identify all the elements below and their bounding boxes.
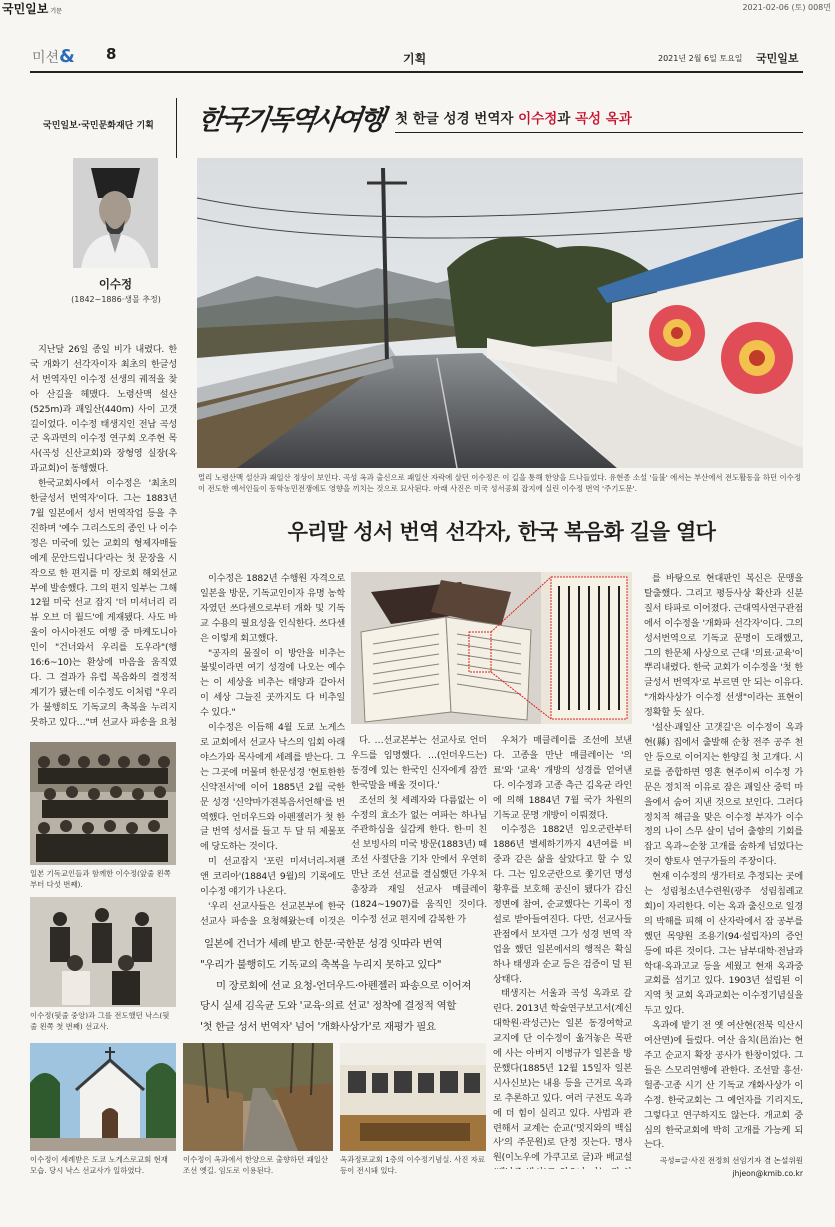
pullquote-line: "우리가 불행히도 기독교의 축복을 누리지 못하고 있다" bbox=[200, 958, 442, 971]
pullquote-line: 당시 실세 김옥균 도와 '교육·의료 선교' 정착에 결정적 역할 bbox=[200, 1000, 457, 1013]
body-col3 bbox=[351, 734, 487, 928]
series-logo: 한국기독역사여행 bbox=[195, 105, 385, 136]
church-photo-caption: 이수정이 세례받은 도쿄 노게스로교회 현재 모습. 당시 낙스 선교사가 일하였다. bbox=[30, 1155, 168, 1175]
series-divider bbox=[176, 98, 177, 158]
top-date: 2021-02-06 (토) 008면 bbox=[742, 3, 831, 12]
paragraph: 이수정은 1882년 수행원 자격으로 일본을 방문, 기독교인이자 유명 농학자였던 쓰다센으로부터 개화 및 기독교 수용의 필요성을 인식한다. 쓰다센은 이렇게 회고했다. bbox=[200, 573, 345, 644]
paragraph: 를 바탕으로 현대판인 복신은 문맹을 탈출했다. 그리고 평등사상 확산과 신분질서 타파로 이어졌다. 근대역사연구관점에서 이수정을 '개화파 선각자'이다. 그의 성서번역으로 기독교 문명이 도래했고, 그의 한문체 사상으로 근대 '의료·교육'이 뿌리내렸다. 한국 교회가 이수정을 '첫 한글성서 번역자'로 부르면 안 되는 이유다. "개화사상가 이수정 선생"이라는 표현이 정확할 듯 싶다. bbox=[644, 573, 803, 719]
portrait-years: (1842~1886·생몰 추정) bbox=[71, 295, 161, 304]
paper-name: 국민일보 bbox=[756, 52, 799, 65]
paragraph: 지난달 26일 종일 비가 내렸다. 한국 개화기 선각자이자 최초의 한글성서 번역자인 이수정 선생의 궤적을 찾아 산길을 헤맸다. 노령산맥 설산(525m)과 괘일산(440m) 사이 고갯길이었다. 이수정 태생지인 전남 곡성군 옥과면의 이수정 연구회 오주현 목사(곡성 신산교회)와 장형영 실장(옥과교회)이 동행했다. bbox=[30, 344, 177, 475]
paragraph: 태생지는 서울과 곡성 옥과로 갈린다. 2013년 학술연구보고서(계신대학원·곽성근)는 일본 동경여학교 교지에 단 이수정이 옮겨놓은 목판에 사는 아버지 이병규가 일본을 방문했다(1885년 12월 15일자 일본 시사신보)는 내용 등을 근거로 옥과로 추론하고 있다. 여러 구전도 옥과에 더 힘이 실리고 있다. 사법과 관련해서 교계는 순교('멋지와의 백십사'의 주문원)로 단정 짓는다. 명사원(이노우에 가쿠고로 글)과 배교설 bbox=[493, 988, 632, 1164]
paragraph: "공자의 물질이 이 방안을 비추는 불빛이라면 여기 성경에 나오는 예수는 이 세상을 비추는 태양과 같아서 이 세상 그늘진 곳까지도 다 비추일 수 있다." bbox=[200, 647, 345, 719]
paragraph: 현재 이수정의 생가터로 추정되는 곳에는 성림청소년수련원(광주 성림침례교회)이 자리한다. 이는 옥과 출신으로 일경의 박해를 피해 이 산자락에서 잠 공부를 했던 목양원 조용기(94·설립자)의 증언 등에 따른 것이다. 그는 남부대학·전남과학대·옥과고교 등을 세웠고 현재 옥과중교회를 섬기고 있다. 1903년 설립된 이 지역 첫 교회 옥과교회는 이수정기념실을 두고 있다. bbox=[644, 871, 803, 1017]
body-col2 bbox=[200, 572, 345, 928]
page-number: 8 bbox=[106, 45, 117, 63]
paragraph: 미 선교잡지 '포린 미셔너리-저팬 앤 코리아'(1884년 9월)의 기록에도 이수정 얘기가 나온다. bbox=[200, 856, 345, 898]
issue-date: 2021년 2월 6일 토요일 bbox=[658, 54, 743, 63]
pullquote-line: 일본에 건너가 세례 받고 한문·국한문 성경 잇따라 번역 bbox=[204, 938, 443, 950]
pullquote bbox=[200, 934, 490, 1038]
knox-photo bbox=[30, 897, 176, 1007]
paragraph: 한국교회사에서 이수정은 '최초의 한글성서 번역자'이다. 그는 1883년 7월 일본에서 성서 번역작업 등을 추진하며 '예수 그리스도의 종인 나 이수정은 미국에 있는 교회의 형제자매들에게 문안드립니다'라는 첫 문장을 시작으로 한 편지를 미 장로회 해외선교부에 발송했다. 그의 편지 일부는 그해 12월 미국 선교 잡지 '더 미셔너리 리뷰 오브 더 월드'에 게재됐다. 사도 바울이 아시아전도 여행 중 마케도니아인이 "건너와서 우리를 도우라"(행 16:6~10)는 환상에 마음을 움직였다. 그 결과가 유럽 복음화의 결정적 계기가 됐는데 이수정도 이처럼 "우리가 불행히도 기독교의 축복을 누리지 못하고 있다…"며 선교사 파송을 요청 bbox=[30, 478, 177, 728]
main-photo bbox=[197, 158, 803, 468]
paragraph: 다. …선교본부는 선교사로 언더우드를 임명했다. …(언더우드는) 동경에 있는 한국인 신자에게 잠깐 한국말을 배울 것이다.' bbox=[351, 735, 487, 791]
church-photo bbox=[30, 1043, 176, 1151]
exhibit-photo bbox=[340, 1043, 486, 1151]
headline: 우리말 성서 번역 선각자, 한국 복음화 길을 열다 bbox=[287, 519, 716, 544]
paragraph: '설산·괘일산 고갯길'은 이수정이 옥과현(縣) 집에서 출발해 순창 전주 공주 천안 등으로 이어지는 한양길 첫 고개다. 시로를 종합하면 영혼 현주이씨 이수정 가문은 정치적 이유로 잠은 괘일산 중턱 마을에서 숨어 지낸 것으로 보인다. 그러다 정치적 해금을 맞은 이수정 부자가 이수정의 나이 스무 살이 넘어 출향의 기회를 잡고 옥과~순창 고개를 숨하게 넘었다는 것이 향토사 연구가들의 주장이다. bbox=[644, 722, 803, 868]
portrait-name: 이수정 bbox=[98, 277, 133, 291]
paragraph: 이수정은 이듬해 4월 도쿄 노게스로 교회에서 선교사 낙스의 입회 아래 야스가와 목사에게 세례를 받는다. 그는 그곳에 머물며 한문성경 '현토한한신약전서'에 이어 1885년 2월 국한문 성경 '신약마가젼복음서언해'를 번역했다. 언더우드와 아펜젤러가 첫 한글 번역 성서를 들고 두 달 뒤 제물포에 당도하는 것이다. bbox=[200, 722, 345, 853]
exhibit-photo-caption: 옥과정로교회 1층의 이수정기념실. 사진 자료 등이 전시돼 있다. bbox=[340, 1155, 485, 1175]
series-title: 첫 한글 성경 번역자 이수정과 곡성 옥과 bbox=[395, 111, 632, 127]
group-photo bbox=[30, 742, 176, 865]
paragraph: 옥과에 밭기 전 옛 여산현(전북 익산시 여산면)에 들렀다. 여산 읍치(邑治)는 현주고 순교지 확장 공사가 한창이었다. 그들은 스모리연행에 관한다. 조선말 흥선·헐종·고종 시기 산 기독교 개화사상가 이수정. 한국교회는 그 예언자를 기리지도, 그렇다고 연구하지도 않는다. 개교회 중심의 한국교회에 박히 고개를 가능케 되는다. bbox=[644, 1020, 803, 1151]
paragraph: 우처가 매클레이를 조선에 보낸다. 고종을 만난 매클레이는 '의료'와 '교육' 개방의 성경를 얻어낸다. 이수정과 고종 측근 김옥균 라인에 의해 1884년 7월 국가 차원의 기독교 문명 개방이 이뤄졌다. bbox=[493, 735, 632, 821]
series-rule bbox=[395, 132, 803, 133]
road-photo-caption: 이수정이 옥과에서 한양으로 출향하던 괘일산 조선 옛길. 임도로 이용된다. bbox=[183, 1155, 329, 1175]
road-photo bbox=[183, 1043, 333, 1151]
top-logo: 국민일보 기문 bbox=[2, 2, 62, 16]
masthead-rule bbox=[30, 71, 803, 73]
series-sponsor: 국민일보·국민문화재단 기획 bbox=[43, 121, 154, 131]
email: jhjeon@kmib.co.kr bbox=[732, 1169, 803, 1178]
pullquote-line: '첫 한글 성서 번역자' 넘어 '개화사상가'로 재평가 필요 bbox=[200, 1021, 436, 1034]
knox-photo-caption: 이수정(뒷줄 중앙)과 그를 전도했던 낙스(뒷줄 왼쪽 첫 번째) 선교사. bbox=[30, 1011, 170, 1031]
paragraph: 조선의 첫 세례자와 다름없는 이수정의 효소가 없는 여파는 하나님 주관하심을 실감케 한다. 한·미 친선 보빙사의 미국 방문(1883년) 때 조선 사절단을 기차 안에서 우연히 만난 조선 선교를 결심했던 가우처 총장과 재일 선교사 매클레이(1824~1907)를 움직인 것이다. 이수정 선교 편지에 감복한 가 bbox=[351, 794, 487, 925]
body-col1 bbox=[30, 343, 177, 729]
pullquote-line: 미 장로회에 선교 요청-언더우드·아펜젤러 파송으로 이어져 bbox=[216, 979, 472, 992]
portrait-photo bbox=[73, 158, 158, 268]
section-brand: 미션& bbox=[32, 46, 75, 67]
byline: 곡성=글·사진 전정희 선임기자 겸 논설위원 bbox=[659, 1156, 803, 1165]
section-name: 기획 bbox=[403, 52, 427, 66]
paragraph: 이수정은 1882년 임오군란부터 1886년 별세하기까지 4년여를 비중과 같은 삶을 살았다고 할 수 있다. 그는 임오군란으로 쫓기던 명성황후를 보호해 공신이 됐다가 갑신정변에 참여, 순교했다는 기록이 정설로 받아들여진다. 다만, 선교사들 관점에서 보자면 그가 성경 번역 작업을 했던 일본에서의 행적은 확실하나 태생과 순교 등은 검증이 덜 된 상태다. bbox=[493, 824, 632, 985]
paragraph: '우리 선교사들은 선교본부에 한국 선교사 파송을 요청해왔는데 이것은 bbox=[200, 900, 345, 927]
main-photo-caption: 멀리 노령산맥 설산과 괘일산 정상이 보인다. 곡성 옥과 출신으로 괘일산 자락에 살던 이수정은 이 길을 통해 한양을 드나들었다. 유현종 소설 '들불' 에서는 부산에서 전도활동을 하던 이수정이 전도한 예서인들이 동학농민전쟁에도 영향을 끼치는 것으로 묘사된다. 아래 사진은 미국 성서공회 잡지에 실린 이수정 번역 '주기도문'. bbox=[198, 473, 801, 493]
bible-photo bbox=[351, 572, 632, 724]
body-col4 bbox=[493, 734, 632, 1169]
group-photo-caption: 일본 기독교인들과 함께한 이수정(앞줄 왼쪽부터 다섯 번째). bbox=[30, 869, 171, 889]
body-col5 bbox=[644, 572, 803, 1160]
